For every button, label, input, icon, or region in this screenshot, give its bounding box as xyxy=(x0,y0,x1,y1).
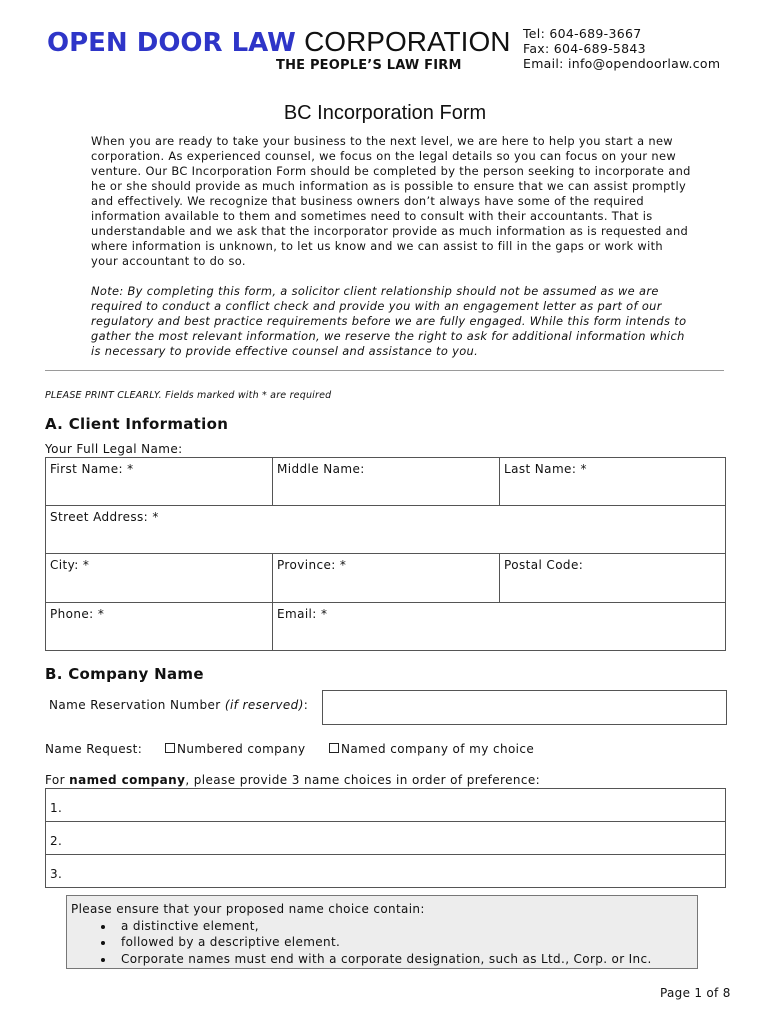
middle-name-label: Middle Name: xyxy=(277,462,365,476)
full-legal-name-label: Your Full Legal Name: xyxy=(45,442,183,456)
callout-intro: Please ensure that your proposed name choice contain: xyxy=(71,902,425,916)
province-field[interactable] xyxy=(273,554,500,603)
last-name-label: Last Name: * xyxy=(504,462,587,476)
named-company-checkbox[interactable] xyxy=(329,743,339,753)
brand-bold: OPEN DOOR LAW xyxy=(47,28,296,58)
city-field[interactable] xyxy=(46,554,273,603)
phone-field[interactable] xyxy=(46,603,273,651)
last-name-field[interactable] xyxy=(500,458,726,506)
name-choices-instruction xyxy=(45,773,540,787)
name-choice-3-field[interactable] xyxy=(46,855,726,888)
contact-fax: Fax: 604-689-5843 xyxy=(523,41,646,56)
divider xyxy=(45,370,724,371)
city-label: City: * xyxy=(50,558,90,572)
contact-block xyxy=(523,26,720,71)
reservation-number-input[interactable] xyxy=(322,690,727,725)
name-guidance-callout xyxy=(66,895,698,969)
firm-logo xyxy=(47,26,510,58)
form-title: BC Incorporation Form xyxy=(283,102,487,124)
reservation-label-paren: (if reserved) xyxy=(224,698,304,712)
name-choice-2-field[interactable] xyxy=(46,822,726,855)
reservation-label xyxy=(49,698,308,712)
choices-suffix: , please provide 3 name choices in order of preference: xyxy=(185,773,541,787)
phone-label: Phone: * xyxy=(50,607,105,621)
name-request-label: Name Request: xyxy=(45,742,143,756)
first-name-field[interactable] xyxy=(46,458,273,506)
intro-paragraph: When you are ready to take your business to the next level, we are here to help you start a new corporation. As experienced counsel, we focus on the legal details so you can focus on your new venture. Our BC Incorporation Form should be completed by the person seeking to incorporate and he or she should provide as much information as is possible to ensure that we can assist promptly and effectively. We recognize that business owners don’t always have some of the required information available to them and sometimes need to consult with their accountants. That is understandable and we ask that the incorporator provide as much information as is requested and where information is unknown, to let us know and we can assist to fill in the gaps or work with your accountant to do so. xyxy=(91,134,691,268)
callout-list xyxy=(71,918,693,968)
name-choice-2-label: 2. xyxy=(50,834,63,848)
middle-name-field[interactable] xyxy=(273,458,500,506)
named-company-option[interactable] xyxy=(329,742,534,756)
choices-prefix: For xyxy=(45,773,65,787)
contact-email: Email: info@opendoorlaw.com xyxy=(523,56,721,71)
callout-bullet-3: • Corporate names must end with a corporate designation, such as Ltd., Corp. or Inc. xyxy=(115,951,693,968)
section-b-heading: B. Company Name xyxy=(45,665,204,683)
name-choice-1-field[interactable] xyxy=(46,789,726,822)
brand-regular: CORPORATION xyxy=(304,26,511,57)
name-choice-1-label: 1. xyxy=(50,801,63,815)
street-address-label: Street Address: * xyxy=(50,510,159,524)
email-label: Email: * xyxy=(277,607,328,621)
callout-bullet-2: • followed by a descriptive element. xyxy=(115,934,693,951)
choices-bold: named company xyxy=(69,773,186,787)
name-choice-3-label: 3. xyxy=(50,867,63,881)
note-paragraph: Note: By completing this form, a solicitor client relationship should not be assumed as we are required to conduct a conflict check and provide you with an engagement letter as part of our regulatory and best practice requirements before we are fully engaged. While this form intends to gather the most relevant information, we reserve the right to ask for additional information which is necessary to provide effective counsel and assistance to you. xyxy=(91,284,687,358)
numbered-company-option[interactable] xyxy=(165,742,305,756)
contact-tel: Tel: 604-689-3667 xyxy=(523,26,642,41)
client-info-table xyxy=(45,457,726,651)
tagline: THE PEOPLE’S LAW FIRM xyxy=(276,58,462,73)
section-a-heading: A. Client Information xyxy=(45,415,229,433)
reservation-label-colon: : xyxy=(303,698,309,712)
first-name-label: First Name: * xyxy=(50,462,134,476)
page-number: Page 1 of 8 xyxy=(660,986,731,1000)
email-field[interactable] xyxy=(273,603,726,651)
numbered-company-checkbox[interactable] xyxy=(165,743,175,753)
callout-bullet-1: • a distinctive element, xyxy=(115,918,693,935)
province-label: Province: * xyxy=(277,558,347,572)
street-address-field[interactable] xyxy=(46,506,726,554)
numbered-company-label: Numbered company xyxy=(177,742,306,756)
name-choices-table xyxy=(45,788,726,888)
print-instruction: PLEASE PRINT CLEARLY. Fields marked with * are required xyxy=(45,390,332,401)
postal-code-label: Postal Code: xyxy=(504,558,584,572)
named-company-label: Named company of my choice xyxy=(341,742,535,756)
reservation-label-text: Name Reservation Number xyxy=(49,698,221,712)
postal-code-field[interactable] xyxy=(500,554,726,603)
